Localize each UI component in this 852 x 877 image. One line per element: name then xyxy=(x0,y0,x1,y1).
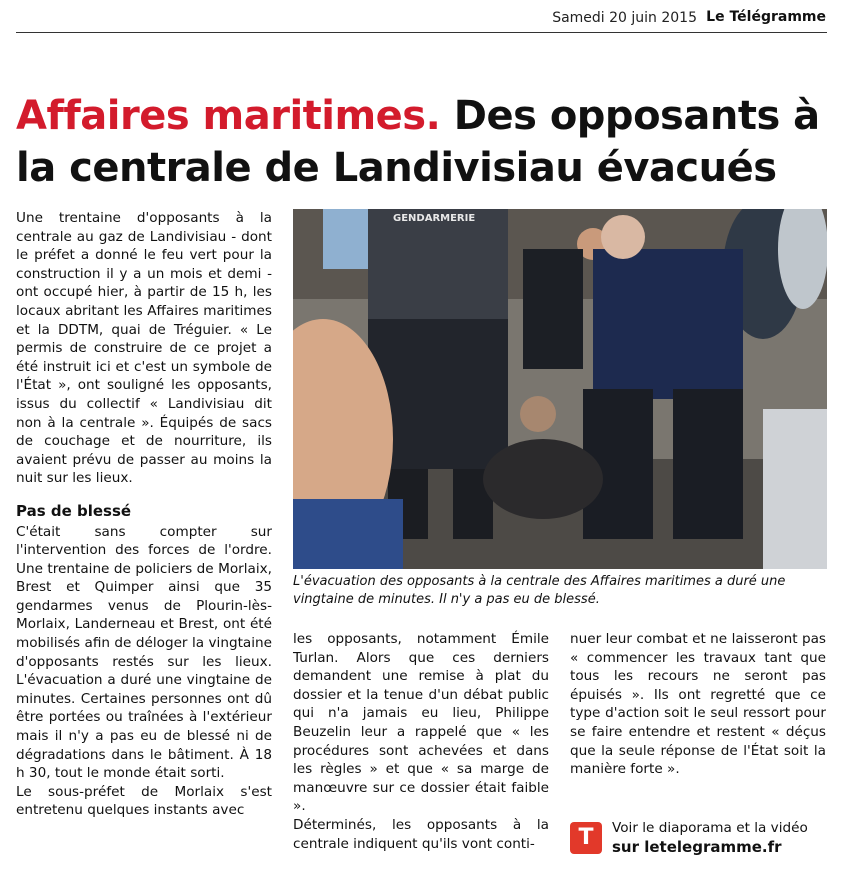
newspaper-name: Le Télégramme xyxy=(706,9,826,25)
article-column-3 xyxy=(570,630,826,779)
article-column-1 xyxy=(16,209,272,820)
paragraph: nuer leur combat et ne laisseront pas « commencer les travaux tant que tous les recours ne seront pas épuisés ». Ils ont regretté que ce type d'action soit le seul ressort pour se faire entendre et restent « déçus que la seule réponse de l'État soit la manière forte ». xyxy=(570,631,826,778)
paragraph: C'était sans compter sur l'intervention des forces de l'ordre. Une trentaine de policiers de Morlaix, Brest et Quimper ainsi que 35 gendarmes venus de Plourin-lès-Morlaix, Landerneau et Brest, ont été mobilisés afin de déloger la vingtaine d'opposants restés sur les lieux. L'évacuation a duré une vingtaine de minutes. Certaines personnes ont dû être portées ou traînées à l'extérieur mais il n'y a pas eu de blessé ni de dégradations dans le bâtiment. À 18 h 30, tout le monde était sorti. xyxy=(16,523,272,782)
paragraph: Une trentaine d'opposants à la centrale au gaz de Landivisiau - dont le préfet a donné le feu vert pour la construction il y a un mois et demi - ont occupé hier, à partir de 15 h, les locaux abritant les Affaires maritimes et la DDTM, quai de Tréguier. « Le permis de construire de ce projet a été instruit ici et c'est un symbole de l'État », ont souligné les opposants, issus du collectif « Landivisiau dit non à la centrale ». Équipés de sacs de couchage et de nourriture, ils avaient prévu de passer au moins la nuit sur les lieux. xyxy=(16,210,272,487)
telegramme-logo-icon: T xyxy=(570,822,602,854)
subheading: Pas de blessé xyxy=(16,501,132,520)
article-column-2 xyxy=(293,630,549,853)
paragraph: Le sous-préfet de Morlaix s'est entretenu quelques instants avec xyxy=(16,783,272,819)
promo-link[interactable]: sur letelegramme.fr xyxy=(612,838,782,856)
article-photo xyxy=(293,209,827,569)
promo-text: Voir le diaporama et la vidéo xyxy=(612,820,808,836)
headline-kicker: Affaires maritimes. xyxy=(16,93,441,139)
article-headline xyxy=(16,90,836,194)
web-promo[interactable] xyxy=(570,820,827,860)
vest-label: GENDARMERIE xyxy=(393,213,476,224)
photo-caption: L'évacuation des opposants à la centrale des Affaires maritimes a duré une vingtaine de minutes. Il n'y a pas eu de blessé. xyxy=(293,574,786,607)
page-header xyxy=(16,6,827,33)
headline-text: Des opposants à la centrale de Landivisiau évacués xyxy=(16,93,820,191)
paragraph: Déterminés, les opposants à la centrale indiquent qu'ils vont conti- xyxy=(293,816,549,852)
paragraph: les opposants, notamment Émile Turlan. Alors que ces derniers demandent une remise à plat du dossier et la tenue d'un débat public qui n'a jamais eu lieu, Philippe Beuzelin leur a rappelé que « les procédures sont achevées et dans les règles » et que « sa marge de manœuvre sur ce dossier était faible ». xyxy=(293,631,549,815)
issue-date: Samedi 20 juin 2015 xyxy=(552,10,697,26)
photo-illustration xyxy=(293,209,827,569)
